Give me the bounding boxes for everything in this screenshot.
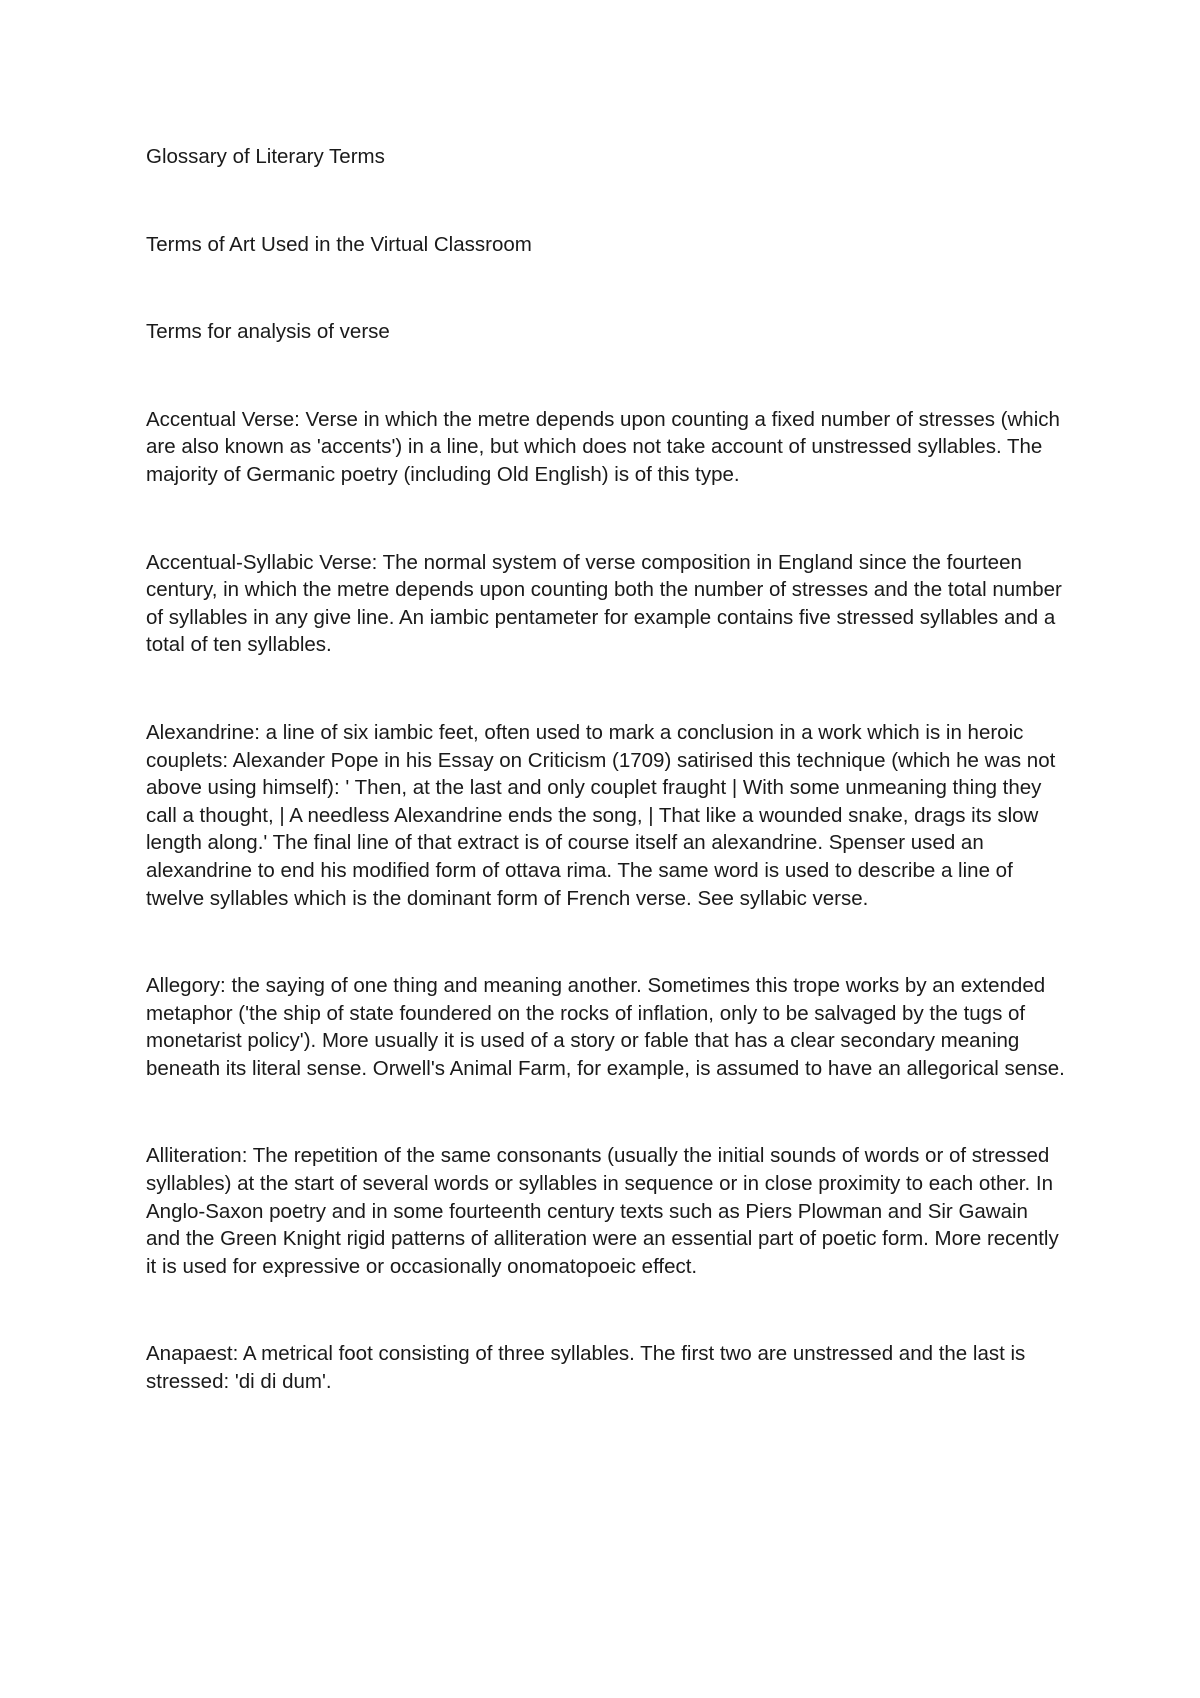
section-heading: Terms for analysis of verse bbox=[146, 320, 390, 344]
document-title: Glossary of Literary Terms bbox=[146, 145, 385, 168]
glossary-entry-alexandrine: Alexandrine: a line of six iambic feet, often used to mark a conclusion in a work which is in heroic couplets: Alexander Pope in his Essay on Criticism (1709) satirised this technique (which he was not above using himself): ' Then, at the last and only couplet fraught | With some unmeaning thing they call a thought, | A needless Alexandrine ends the song, | That like a wounded snake, drags its slow length along.' The final line of that extract is of course itself an alexandrine. Spenser used an alexandrine to end his modified form of ottava rima. The same word is used to describe a line of twelve syllables which is the dominant form of French verse. See syllabic verse. bbox=[146, 720, 1056, 910]
glossary-entry-alliteration: Alliteration: The repetition of the same consonants (usually the initial sounds of words or of stressed syllables) at the start of several words or syllables in sequence or in close proximity to each other. In Anglo-Saxon poetry and in some fourteenth century texts such as Piers Plowman and Sir Gawain and the Green Knight rigid patterns of alliteration were an essential part of poetic form. More recently it is used for expressive or occasionally onomatopoeic effect. bbox=[146, 1144, 1059, 1278]
document-body bbox=[146, 143, 1066, 1396]
glossary-entry-accentual-verse: Accentual Verse: Verse in which the metre depends upon counting a fixed number of stresses (which are also known as 'accents') in a line, but which does not take account of unstressed syllables. The majority of Germanic poetry (including Old English) is of this type. bbox=[146, 407, 1060, 486]
glossary-entry-accentual-syllabic-verse: Accentual-Syllabic Verse: The normal system of verse composition in England since the fourteen century, in which the metre depends upon counting both the number of stresses and the total number of syllables in any give line. An iambic pentameter for example contains five stressed syllables and a total of ten syllables. bbox=[146, 550, 1062, 657]
glossary-entry-allegory: Allegory: the saying of one thing and meaning another. Sometimes this trope works by an extended metaphor ('the ship of state foundered on the rocks of inflation, only to be salvaged by the tugs of monetarist policy'). More usually it is used of a story or fable that has a clear secondary meaning beneath its literal sense. Orwell's Animal Farm, for example, is assumed to have an allegorical sense. bbox=[146, 974, 1065, 1080]
document-subtitle: Terms of Art Used in the Virtual Classroom bbox=[146, 232, 532, 256]
glossary-entry-anapaest: Anapaest: A metrical foot consisting of three syllables. The first two are unstressed and the last is stressed: 'di di dum'. bbox=[146, 1342, 1026, 1394]
